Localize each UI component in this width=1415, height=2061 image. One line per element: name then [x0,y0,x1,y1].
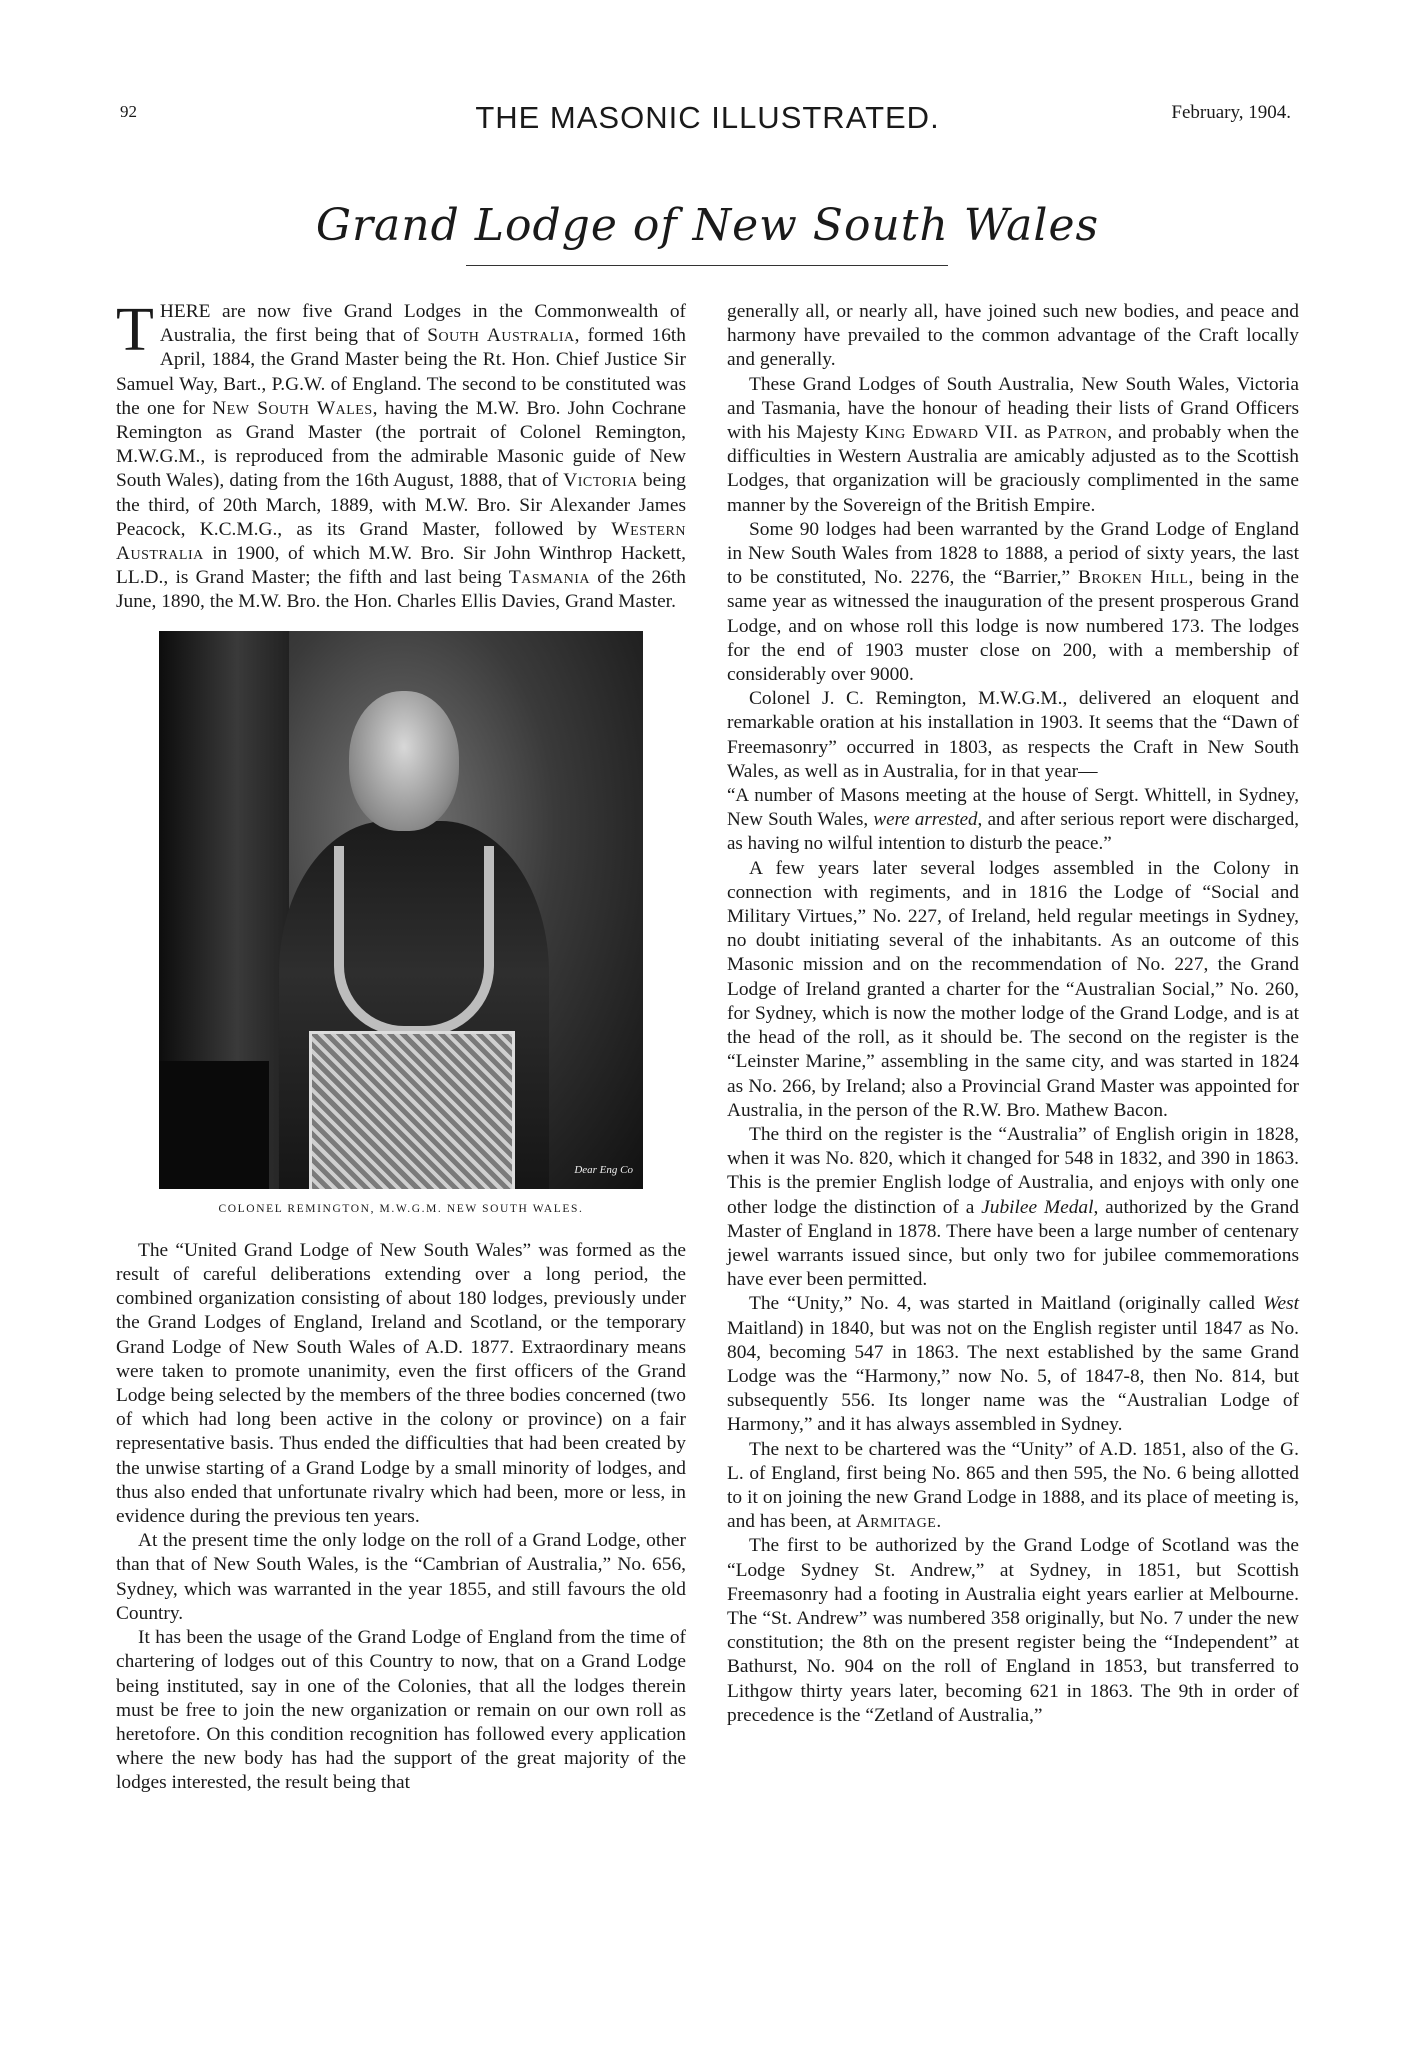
paragraph: Colonel J. C. Remington, M.W.G.M., delivered an eloquent and remarkable oration at his installation in 1903. It seems that the “Dawn of Freemasonry” occurred in 1803, as respects the Craft in New South Wales, as well as in Australia, for in that year— [727,688,1299,782]
paragraph: At the present time the only lodge on the roll of a Grand Lodge, other than that of New South Wales, is the “Cambrian of Australia,” No. 656, Sydney, which was warranted in the year 1855, and still favours the old Country. [116,1530,686,1624]
portrait-photo [159,631,643,1189]
paragraph: The “United Grand Lodge of New South Wales” was formed as the result of careful deliberations extending over a long period, the combined organization consisting of about 180 lodges, previously under the Grand Lodges of England, Ireland and Scotland, or the temporary Grand Lodge of New South Wales of A.D. 1877. Extraordinary means were taken to promote unanimity, even the first officers of the Grand Lodge being selected by the members of the three bodies concerned (two of which had long been active in the colony or province) on a fair representative basis. Thus ended the difficulties that had been created by the unwise starting of a Grand Lodge by a small minority of lodges, and thus also ended that unfortunate rivalry which had been, more or less, in evidence during the previous ten years. [116,1239,686,1528]
paragraph: The third on the register is the “Australia” of English origin in 1828, when it was No. 820, which it changed for 548 in 1832, and 390 in 1863. This is the premier English lodge of Australia, and enjoys with only one other lodge the distinction of a Jubilee Medal, authorized by the Grand Master of England in 1878. There have been a large number of centenary jewel warrants issued since, but only two for jubilee commemorations have ever been permitted. [727,1123,1299,1291]
photo-caption: COLONEL REMINGTON, M.W.G.M. NEW SOUTH WALES. [218,1202,584,1215]
left-column [116,296,686,1796]
paragraph: The “Unity,” No. 4, was started in Maitland (originally called West Maitland) in 1840, but was not on the English register until 1847 as No. 804, becoming 547 in 1863. The next established by the same Grand Lodge was the “Harmony,” now No. 5, of 1847-8, then No. 814, but subsequently 556. Its longer name was the “Australian Lodge of Harmony,” and it has always assembled in Sydney. [727,1293,1299,1436]
title-rule [466,265,948,266]
article-title: Grand Lodge of New South Wales [315,200,1100,251]
drop-cap: T [116,296,154,364]
paragraph: A few years later several lodges assembled in the Colony in connection with regiments, and in 1816 the Lodge of “Social and Military Virtues,” No. 227, of Ireland, held regular meetings in Sydney, no doubt initiating several of the inhabitants. As an outcome of this Masonic mission and on the recommendation of No. 227, the Grand Lodge of Ireland granted a charter for the “Australian Social,” No. 260, for Sydney, which is now the mother lodge of the Grand Lodge, and is at the head of the roll, as it should be. The second on the register is the “Leinster Marine,” assembling in the same city, and was started in 1824 as No. 266, by Ireland; also a Provincial Grand Master was appointed for Australia, in the person of the R.W. Bro. Mathew Bacon. [727,857,1299,1121]
paragraph: generally all, or nearly all, have joined such new bodies, and peace and harmony have prevailed to the common advantage of the Craft locally and generally. [727,301,1299,371]
paragraph: The first to be authorized by the Grand Lodge of Scotland was the “Lodge Sydney St. Andrew,” at Sydney, in 1851, but Scottish Freemasonry had a footing in Australia eight years earlier at Melbourne. The “St. Andrew” was numbered 358 originally, but No. 7 under the new constitution; the 8th on the present register being the “Independent” at Bathurst, No. 904 on the roll of England in 1853, but transferred to Lithgow thirty years later, becoming 621 in 1863. The 9th in order of precedence is the “Zetland of Australia,” [727,1535,1299,1726]
paragraph: The next to be chartered was the “Unity” of A.D. 1851, also of the G. L. of England, first being No. 865 and then 595, the No. 6 being allotted to it on joining the new Grand Lodge in 1888, and its place of meeting is, and has been, at Armitage. [727,1438,1299,1533]
block-quote: “A number of Masons meeting at the house of Sergt. Whittell, in Sydney, New South Wales, were arrested, and after serious report were discharged, as having no wilful intention to disturb the peace.” [727,785,1299,855]
paragraph: It has been the usage of the Grand Lodge of England from the time of chartering of lodges out of this Country to now, that on a Grand Lodge being instituted, say in one of the Colonies, that all the lodges therein must be free to join the new organization or remain on our own roll as heretofore. On this condition recognition has followed every application where the new body has had the support of the great majority of the lodges interested, the result being that [116,1627,686,1794]
engraver-signature: Dear Eng Co [574,1164,633,1177]
journal-title: THE MASONIC ILLUSTRATED. [475,100,940,135]
right-column [727,300,1299,1728]
paragraph: THERE are now five Grand Lodges in the Commonwealth of Australia, the first being that of South Australia, formed 16th April, 1884, the Grand Master being the Rt. Hon. Chief Justice Sir Samuel Way, Bart., P.G.W. of England. The second to be constituted was the one for New South Wales, having the M.W. Bro. John Cochrane Remington as Grand Master (the portrait of Colonel Remington, M.W.G.M., is reproduced from the admirable Masonic guide of New South Wales), dating from the 16th August, 1888, that of Victoria being the third, of 20th March, 1889, with M.W. Bro. Sir Alexander James Peacock, K.C.M.G., as its Grand Master, followed by Western Australia in 1900, of which M.W. Bro. Sir John Winthrop Hackett, LL.D., is Grand Master; the fifth and last being Tasmania of the 26th June, 1890, the M.W. Bro. the Hon. Charles Ellis Davies, Grand Master. [116,296,686,613]
issue-date: February, 1904. [1171,102,1291,123]
paragraph: These Grand Lodges of South Australia, New South Wales, Victoria and Tasmania, have the honour of heading their lists of Grand Officers with his Majesty King Edward VII. as Patron, and probably when the difficulties in Western Australia are amicably adjusted as to the Scottish Lodges, that organization will be graciously complimented in the same manner by the Sovereign of the British Empire. [727,373,1299,516]
running-header [0,100,1415,140]
page-number: 92 [120,102,137,121]
paragraph: Some 90 lodges had been warranted by the Grand Lodge of England in New South Wales from 1828 to 1888, a period of sixty years, the last to be constituted, No. 2276, the “Barrier,” Broken Hill, being in the same year as witnessed the inauguration of the present prosperous Grand Lodge, and on whose roll this lodge is now numbered 173. The lodges for the end of 1903 muster close on 200, with a membership of considerably over 9000. [727,518,1299,686]
